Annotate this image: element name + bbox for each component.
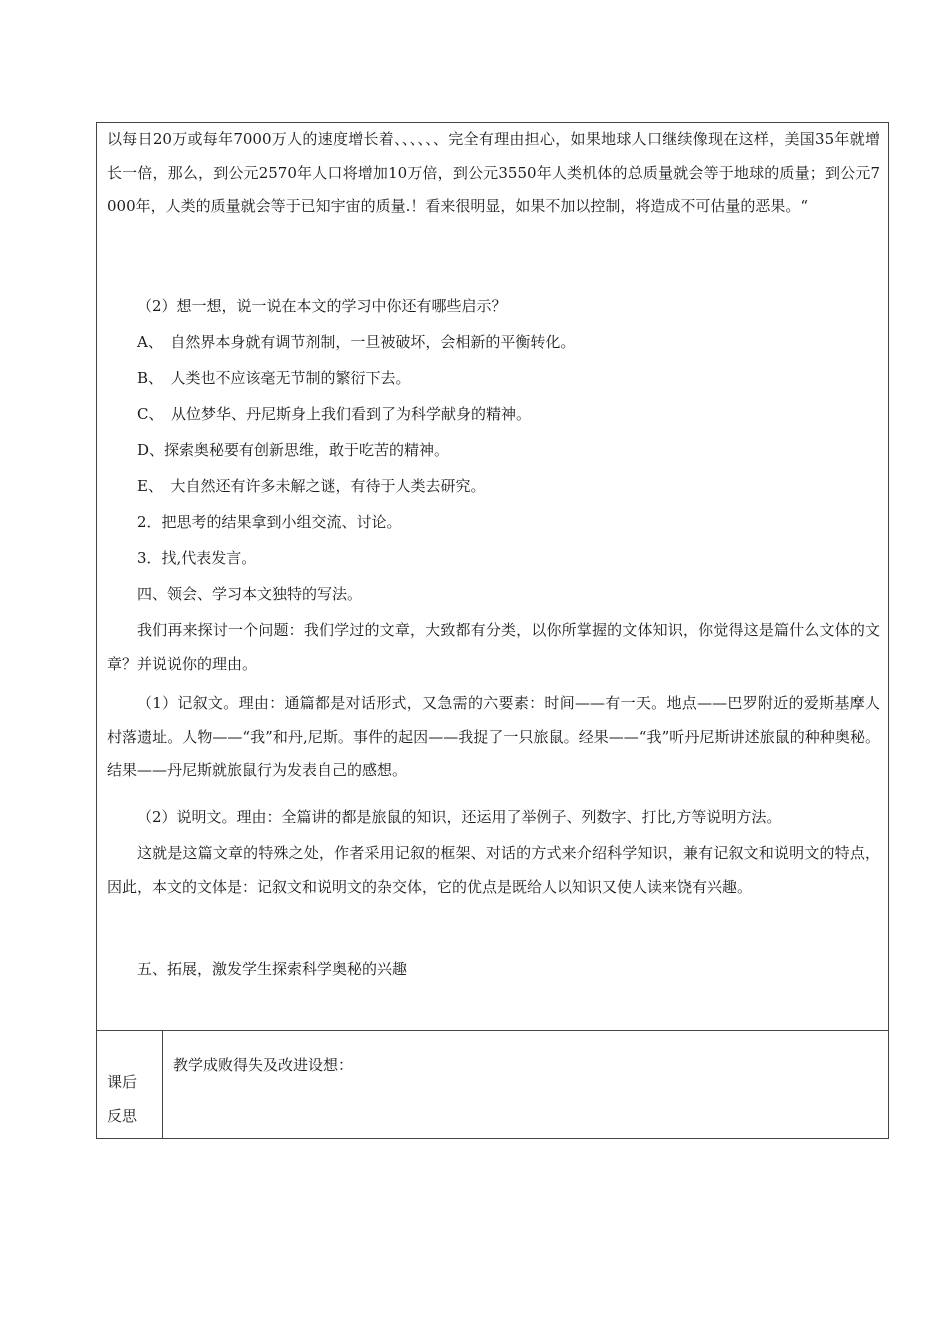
paragraph-expository-reason: （2）说明文。理由：全篇讲的都是旅鼠的知识，还运用了举例子、列数字、打比,方等说明方法。 bbox=[137, 808, 782, 826]
option-e: E、 大自然还有许多未解之谜，有待于人类去研究。 bbox=[137, 477, 486, 495]
paragraph-narrative-reason: （1）记叙文。理由：通篇都是对话形式，又急需的六要素：时间——有一天。地点——巴罗附近的爱斯基摩人村落遗址。人物——“我”和丹,尼斯。事件的起因——我捉了一只旅鼠。经果——“我”听丹尼斯讲述旅鼠的种种奥秘。结果——丹尼斯就旅鼠行为发表自己的感想。 bbox=[107, 694, 880, 779]
question-inspiration: （2）想一想，说一说在本文的学习中你还有哪些启示？ bbox=[137, 297, 507, 315]
lesson-plan-table bbox=[96, 122, 889, 1139]
step-3-speech: 3．找,代表发言。 bbox=[137, 549, 257, 567]
reflection-label bbox=[107, 1065, 147, 1133]
section-4-heading: 四、领会、学习本文独特的写法。 bbox=[137, 585, 363, 603]
reflection-label-line2: 反思 bbox=[107, 1107, 138, 1125]
paragraph-genre-conclusion: 这就是这篇文章的特殊之处，作者采用记叙的框架、对话的方式来介绍科学知识，兼有记叙文和说明文的特点，因此，本文的文体是：记叙文和说明文的杂交体，它的优点是既给人以知识又使人读来饶有兴趣。 bbox=[107, 844, 880, 896]
option-a: A、 自然界本身就有调节剂制，一旦被破坏，会相新的平衡转化。 bbox=[137, 333, 576, 351]
option-c: C、 从位梦华、丹尼斯身上我们看到了为科学献身的精神。 bbox=[137, 405, 531, 423]
reflection-label-cell bbox=[97, 1031, 163, 1138]
reflection-label-line1: 课后 bbox=[107, 1073, 138, 1091]
reflection-prompt: 教学成败得失及改进设想： bbox=[173, 1056, 354, 1074]
option-d: D、探索奥秘要有创新思维，敢于吃苦的精神。 bbox=[137, 441, 450, 459]
option-b: B、 人类也不应该毫无节制的繁衍下去。 bbox=[137, 369, 411, 387]
paragraph-genre-question: 我们再来探讨一个问题：我们学过的文章，大致都有分类，以你所掌握的文体知识，你觉得这是篇什么文体的文章？并说说你的理由。 bbox=[107, 621, 880, 673]
paragraph-population-growth: 以每日20万或每年7000万人的速度增长着、、、、、、完全有理由担心，如果地球人口继续像现在这样，美国35年就增长一倍，那么，到公元2570年人口将增加10万倍，到公元3550年人类机体的总质量就会等于地球的质量；到公元7000年，人类的质量就会等于已知宇宙的质量.！看来很明显，如果不加以控制，将造成不可估量的恶果。“ bbox=[107, 130, 880, 215]
step-2-discussion: 2．把思考的结果拿到小组交流、讨论。 bbox=[137, 513, 402, 531]
reflection-content-cell bbox=[163, 1031, 888, 1138]
main-content-cell bbox=[97, 123, 888, 1031]
section-5-heading: 五、拓展，激发学生探索科学奥秘的兴趣 bbox=[137, 960, 408, 978]
